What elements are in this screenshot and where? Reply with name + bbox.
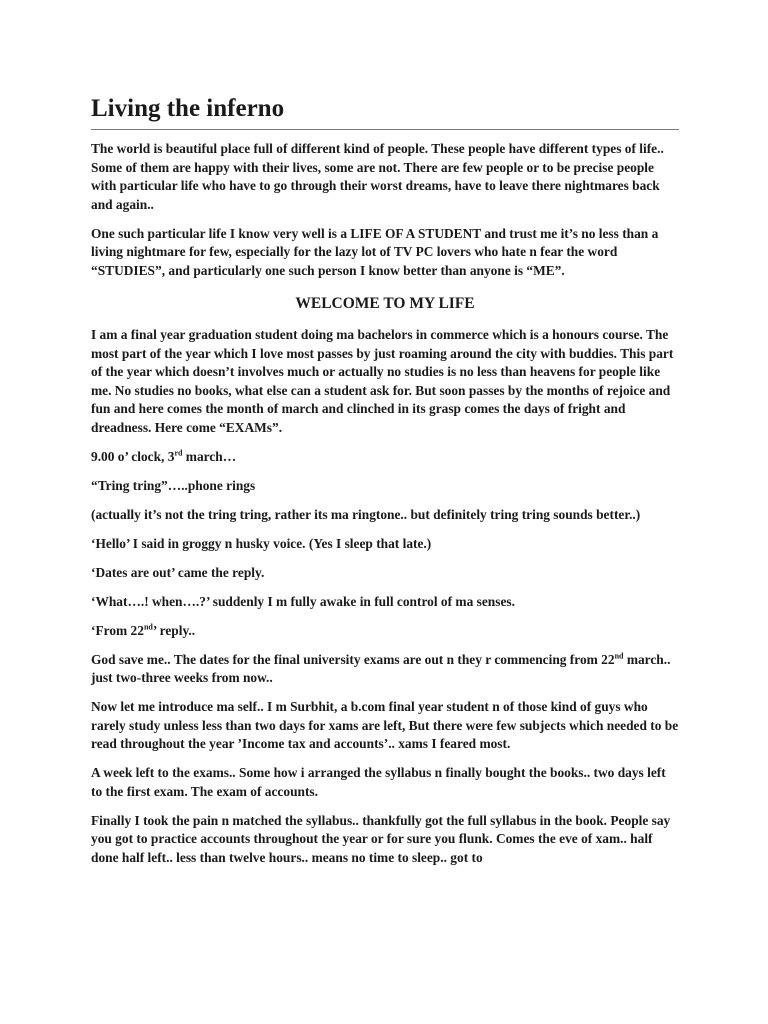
document-title: Living the inferno [91,95,285,122]
p11-text: God save me.. The dates for the final university exams are out n they r commencing from 22 [91,651,615,667]
section-heading: WELCOME TO MY LIFE [295,295,475,312]
p10-superscript: nd [143,622,153,632]
p10-text-end: ’ reply.. [152,622,196,638]
p11-text-end: march.. just two-three weeks from now.. [91,651,671,685]
p11-superscript: nd [614,651,624,661]
paragraph-13: A week left to the exams.. Some how i arranged the syllabus n finally bought the books.. two days left to the first exam. The exam of accounts. [91,765,666,799]
p10-text: ‘From 22 [91,622,144,638]
document-page [91,92,679,878]
paragraph-3: I am a final year graduation student doing ma bachelors in commerce which is a honours course. The most part of the year which I love most passes by just roaming around the city with buddies. This part of the year which doesn’t involves much or actually no studies is no less than heavens for people like me. No studies no books, what else can a student ask for. But soon passes by the months of rejoice and fun and here comes the month of march and clinched in its grasp comes the days of fright and dreadness. Here come “EXAMs”. [91,327,674,435]
paragraph-5: “Tring tring”…..phone rings [91,477,256,493]
p4-superscript: rd [174,448,183,458]
paragraph-6: (actually it’s not the tring tring, rather its ma ringtone.. but definitely tring tring sounds better..) [91,506,641,522]
paragraph-14: Finally I took the pain n matched the syllabus.. thankfully got the full syllabus in the book. People say you got to practice accounts throughout the year or for sure you flunk. Comes the eve of xam.. half done half left.. less than twelve hours.. means no time to sleep.. got to [91,812,671,865]
paragraph-2: One such particular life I know very well is a LIFE OF A STUDENT and trust me it’s no less than a living nightmare for few, especially for the lazy lot of TV PC lovers who hate n fear the word “STUDIES”, and particularly one such person I know better than anyone is “ME”. [91,225,659,278]
paragraph-9: ‘What….! when….?’ suddenly I m fully awake in full control of ma senses. [91,593,515,609]
title-underline [91,129,679,130]
paragraph-10 [91,622,679,641]
paragraph-12: Now let me introduce ma self.. I m Surbhit, a b.com final year student n of those kind of guys who rarely study unless less than two days for xams are left, But there were few subjects which needed to be read throughout the year ’Income tax and accounts’.. xams I feared most. [91,699,679,751]
paragraph-1: The world is beautiful place full of different kind of people. These people have different types of life.. Some of them are happy with their lives, some are not. There are few people or to be precise people with particular life who have to go through their worst dreams, have to leave there nightmares back and again.. [91,141,664,212]
paragraph-8: ‘Dates are out’ came the reply. [91,564,265,580]
p4-text-end: march… [182,448,237,464]
p4-text: 9.00 o’ clock, 3 [91,448,175,464]
paragraph-11 [91,651,679,688]
paragraph-7: ‘Hello’ I said in groggy n husky voice. (Yes I sleep that late.) [91,535,432,551]
paragraph-4 [91,448,679,467]
